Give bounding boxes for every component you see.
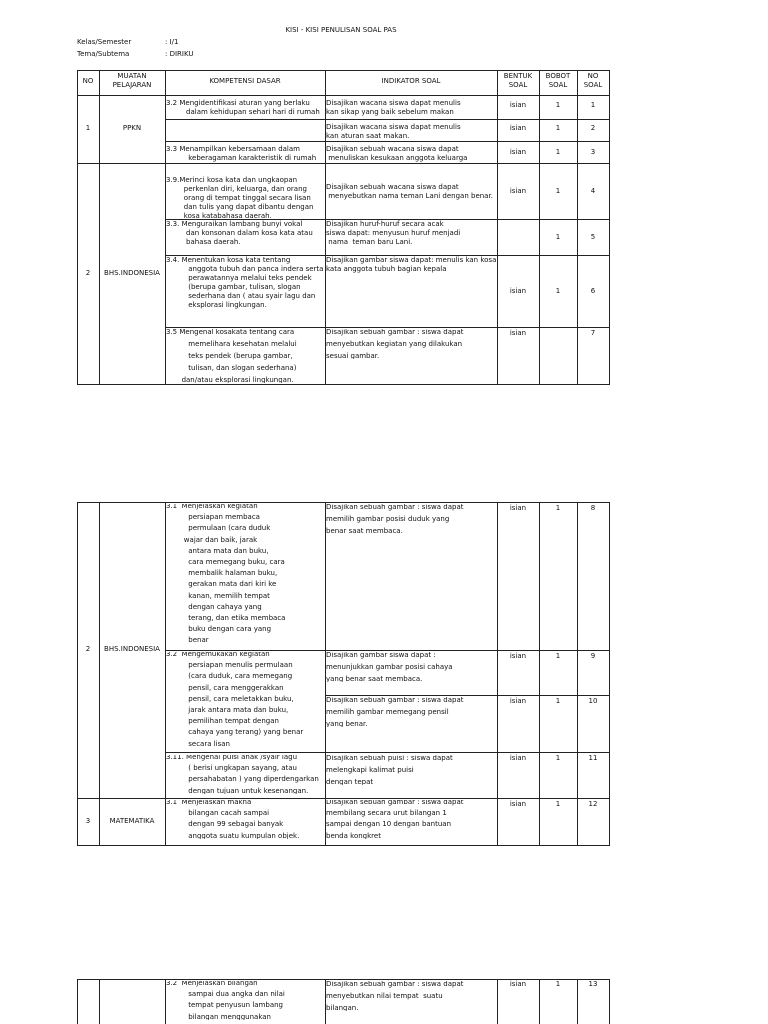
- indikator-cell: Disajikan sebuah puisi : siswa dapat melengkapi kalimat puisi dengan tepat: [326, 755, 453, 785]
- nosoal-cell: 1: [590, 101, 596, 109]
- nosoal-cell: 10: [588, 697, 598, 705]
- indikator-cell: Disajikan wacana siswa dapat menulis kan aturan saat makan.: [326, 123, 461, 140]
- bobot-cell: 1: [555, 187, 561, 195]
- bobot-cell: 1: [555, 800, 561, 808]
- bentuk-cell: isian: [509, 504, 527, 512]
- nosoal-cell: 8: [590, 504, 596, 512]
- kd-cell: 3.4. Menentukan kosa kata tentang anggota tubuh dan panca indera serta perawatannya melalui teks pendek (berupa gambar, tulisan, slogan sederhana dan ( atau syair lagu dan eksplorasi lingkungan.: [166, 256, 324, 309]
- kd-cell: 3.9.Merinci kosa kata dan ungkaopan perkenlan diri, keluarga, dan orang orang di tempat tinggal secara lisan dan tulis yang dapat dibantu dengan kosa katabahasa daerah.: [166, 176, 314, 220]
- nosoal-cell: 11: [588, 754, 598, 762]
- kd-cell: 3.1 Menjelaskan kegiatan persiapan membaca permulaan (cara duduk wajar dan baik, jarak antara mata dan buku, cara memegang buku, cara membalik halaman buku, gerakan mata dari kiri ke kanan, memilih tempat dengan cahaya yang terang, dan etika membaca buku dengan cara yang benar: [166, 504, 286, 644]
- bentuk-cell: isian: [509, 980, 527, 988]
- kd-cell: 3.11. Mengenal puisi anak /syair lagu ( berisi ungkapan sayang, atau persahabatan ) yang diperdengarkan dengan tujuan untuk kesenangan.: [166, 755, 319, 795]
- header-bobot: BOBOT SOAL: [545, 72, 571, 89]
- indikator-cell: Disajikan gambar siswa dapat: menulis kan kosa kata anggota tubuh bagian kepala: [326, 256, 496, 273]
- kelas-value: : I/1: [165, 38, 179, 46]
- header-no: NO: [82, 77, 94, 85]
- group-muatan: MATEMATIKA: [109, 817, 155, 825]
- kelas-label: Kelas/Semester: [77, 38, 132, 46]
- kd-cell: 3.5 Mengenal kosakata tentang cara memelihara kesehatan melalui teks pendek (berupa gambar, tulisan, dan slogan sederhana) dan/atau eksplorasi lingkungan.: [166, 329, 297, 383]
- nosoal-cell: 12: [588, 800, 598, 808]
- group-muatan: PPKN: [122, 124, 142, 132]
- group-no: 1: [85, 124, 91, 132]
- indikator-cell: Disajikan huruf-huruf secara acak siswa dapat: menyusun huruf menjadi nama teman baru Lani.: [326, 220, 461, 246]
- kd-cell: 3.3. Menguraikan lambang bunyi vokal dan konsonan dalam kosa kata atau bahasa daerah.: [166, 220, 313, 246]
- bentuk-cell: isian: [509, 652, 527, 660]
- indikator-cell: Disajikan sebuah gambar : siswa dapat memilih gambar memegang pensil yang benar.: [326, 697, 464, 727]
- indikator-cell: Disajikan sebuah wacana siswa dapat menuliskan kesukaan anggota keluarga: [326, 145, 468, 162]
- tema-value: : DIRIKU: [165, 50, 194, 58]
- header-nosoal: NO SOAL: [583, 72, 603, 89]
- bentuk-cell: isian: [509, 124, 527, 132]
- bentuk-cell: isian: [509, 697, 527, 705]
- group-muatan: BHS.INDONESIA: [104, 645, 160, 653]
- group-no: 2: [85, 269, 91, 277]
- group-muatan: BHS.INDONESIA: [104, 269, 160, 277]
- nosoal-cell: 9: [590, 652, 596, 660]
- indikator-cell: Disajikan sebuah gambar : siswa dapat membilang secara urut bilangan 1 sampai dengan 10 dengan bantuan benda kongkret: [326, 800, 464, 840]
- bentuk-cell: isian: [509, 754, 527, 762]
- bentuk-cell: isian: [509, 101, 527, 109]
- indikator-cell: Disajikan gambar siswa dapat : menunjukkan gambar posisi cahaya yang benar saat membaca.: [326, 652, 453, 682]
- bobot-cell: 1: [555, 101, 561, 109]
- indikator-cell: Disajikan wacana siswa dapat menulis kan sikap yang baik sebelum makan: [326, 99, 461, 116]
- nosoal-cell: 3: [590, 148, 596, 156]
- document-title: KISI - KISI PENULISAN SOAL PAS: [285, 26, 397, 34]
- header-kd: KOMPETENSI DASAR: [209, 77, 281, 85]
- group-no: 2: [85, 645, 91, 653]
- bobot-cell: 1: [555, 504, 561, 512]
- header-muatan: MUATAN PELAJARAN: [112, 72, 152, 89]
- indikator-cell: Disajikan sebuah gambar : siswa dapat menyebutkan nilai tempat suatu bilangan.: [326, 981, 464, 1011]
- kd-cell: 3.2 Mengidentifikasi aturan yang berlaku dalam kehidupan sehari hari di rumah: [166, 99, 320, 116]
- nosoal-cell: 7: [590, 329, 596, 337]
- tema-label: Tema/Subtema: [77, 50, 130, 58]
- nosoal-cell: 6: [590, 287, 596, 295]
- indikator-cell: Disajikan sebuah gambar : siswa dapat memilih gambar posisi duduk yang benar saat membaca.: [326, 504, 464, 534]
- kd-cell: 3.3 Menampilkan kebersamaan dalam keberagaman karakteristik di rumah: [166, 145, 317, 162]
- bobot-cell: 1: [555, 124, 561, 132]
- kd-cell: 3.2 Menjelaskan bilangan sampai dua angka dan nilai tempat penyusun lambang bilangan menggunakan: [166, 981, 285, 1021]
- nosoal-cell: 5: [590, 233, 596, 241]
- nosoal-cell: 2: [590, 124, 596, 132]
- nosoal-cell: 4: [590, 187, 596, 195]
- bobot-cell: 1: [555, 754, 561, 762]
- bentuk-cell: isian: [509, 187, 527, 195]
- bobot-cell: 1: [555, 697, 561, 705]
- bentuk-cell: isian: [509, 287, 527, 295]
- bentuk-cell: isian: [509, 148, 527, 156]
- bobot-cell: 1: [555, 287, 561, 295]
- kd-cell: 3.1 Menjelaskan makna bilangan cacah sampai dengan 99 sebagai banyak anggota suatu kumpulan objek.: [166, 800, 300, 840]
- header-indikator: INDIKATOR SOAL: [381, 77, 441, 85]
- bobot-cell: 1: [555, 148, 561, 156]
- nosoal-cell: 13: [588, 980, 598, 988]
- indikator-cell: Disajikan sebuah gambar : siswa dapat menyebutkan kegiatan yang dilakukan sesuai gambar.: [326, 329, 464, 359]
- indikator-cell: Disajikan sebuah wacana siswa dapat menyebutkan nama teman Lani dengan benar.: [326, 183, 493, 200]
- bentuk-cell: isian: [509, 800, 527, 808]
- bobot-cell: 1: [555, 652, 561, 660]
- bentuk-cell: isian: [509, 329, 527, 337]
- bobot-cell: 1: [555, 980, 561, 988]
- bobot-cell: 1: [555, 233, 561, 241]
- kd-cell: 3.2 Mengemukakan kegiatan persiapan menulis permulaan (cara duduk, cara memegang pensil, cara menggerakkan pensil, cara meletakkan buku, jarak antara mata dan buku, pemilihan tempat dengan cahaya yang terang) yang benar secara lisan: [166, 652, 304, 748]
- group-no: 3: [85, 817, 91, 825]
- header-bentuk: BENTUK SOAL: [503, 72, 533, 89]
